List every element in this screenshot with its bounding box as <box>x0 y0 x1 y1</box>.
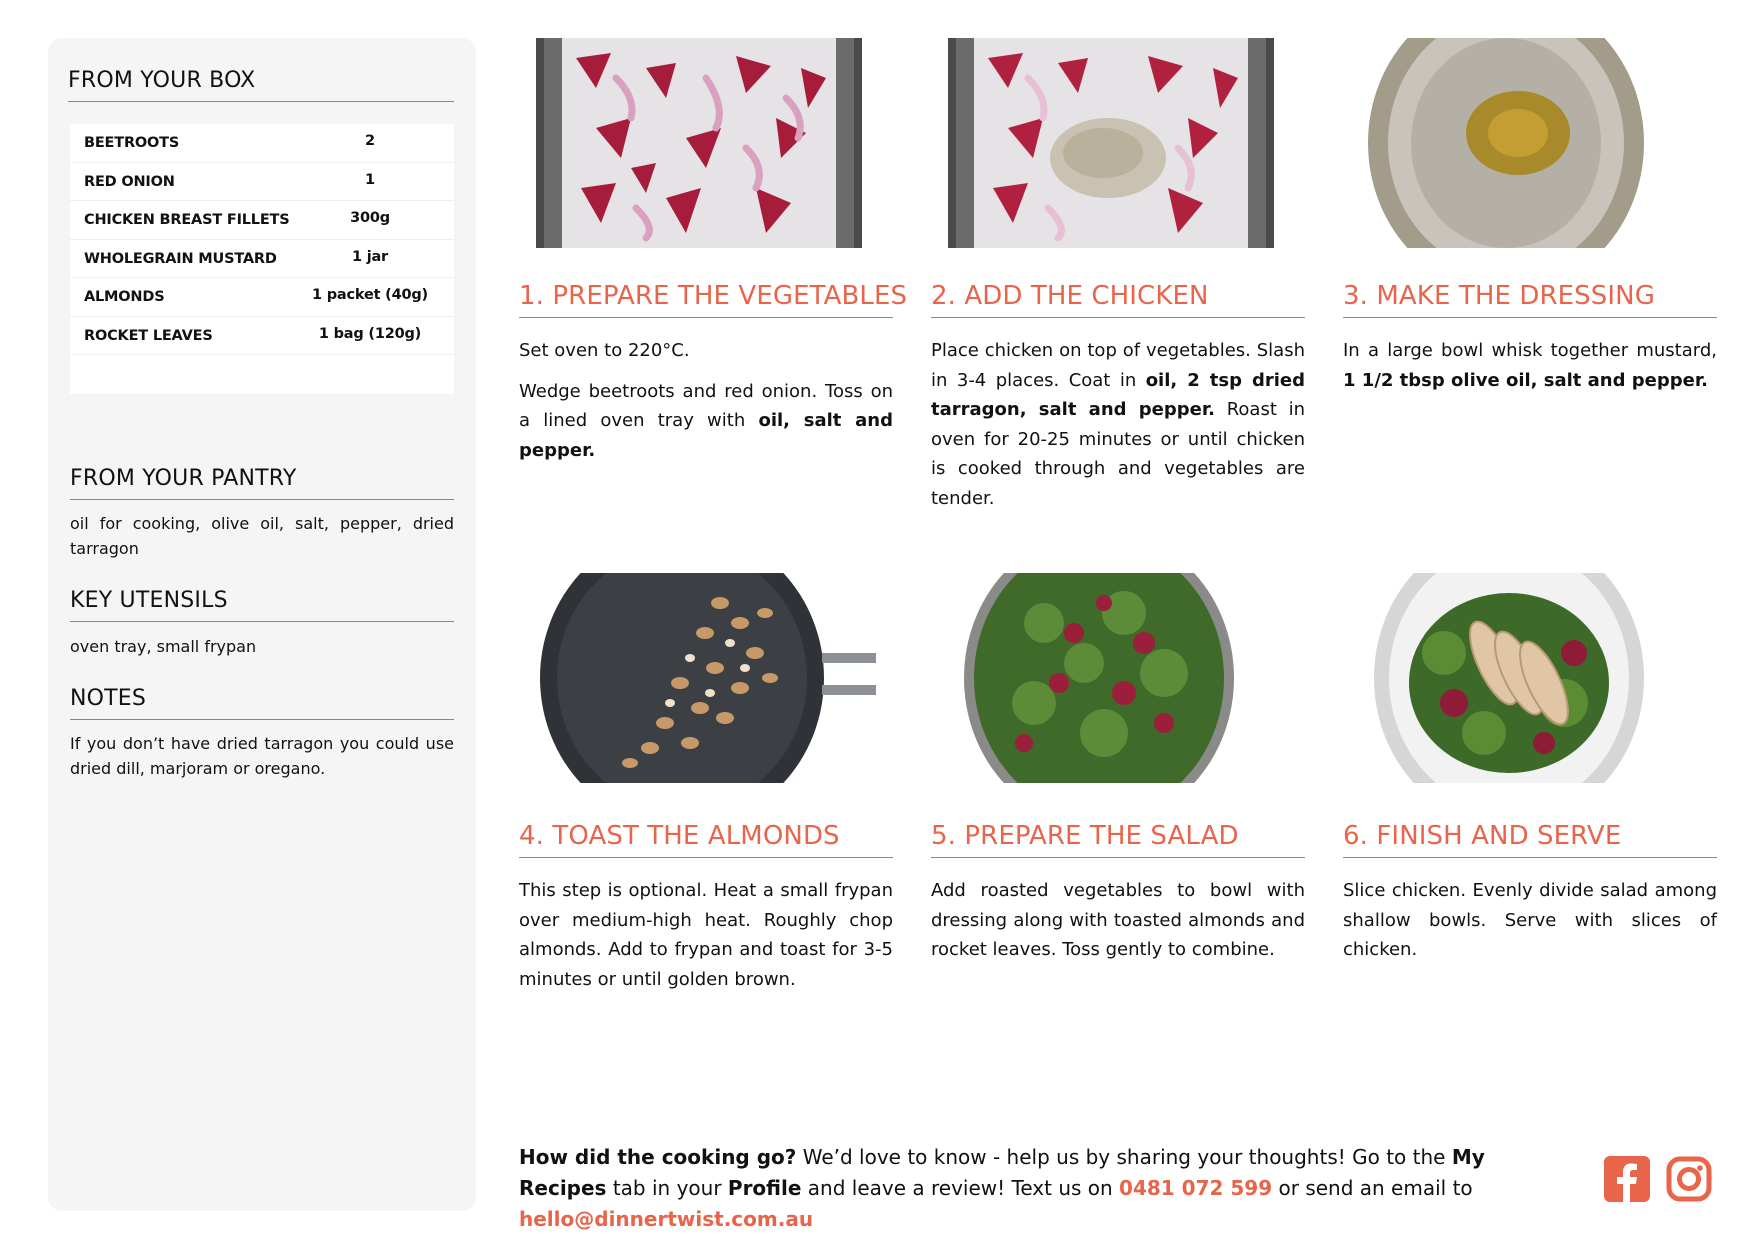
instagram-icon[interactable] <box>1666 1156 1712 1202</box>
pantry-text: oil for cooking, olive oil, salt, pepper, dried tarragon <box>70 514 454 558</box>
step-5-line-1: Add roasted vegetables to bowl with dressing along with toasted almonds and rocket leaves. Toss gently to combine. <box>931 880 1305 960</box>
feedback-footer <box>519 1142 1579 1235</box>
notes-heading: NOTES <box>70 686 454 720</box>
ingredients-sidebar <box>48 38 476 1211</box>
step-2-text-part: Roast in oven for 20-25 minutes or until chicken is cooked through and vegetables are tender. <box>931 399 1305 509</box>
roasting-tray-chicken-photo <box>948 38 1274 248</box>
my-recipes-label: My Recipes <box>519 1145 1485 1200</box>
table-row <box>70 240 454 279</box>
step-5-text <box>931 876 1305 976</box>
profile-label: Profile <box>727 1176 802 1200</box>
ingredient-name: WHOLEGRAIN MUSTARD <box>84 250 277 267</box>
email-link[interactable]: hello@dinnertwist.com.au <box>519 1207 814 1231</box>
ingredient-qty: 2 <box>365 133 375 149</box>
salad-bowl-photo <box>964 573 1234 783</box>
footer-question: How did the cooking go? <box>519 1145 797 1169</box>
step-3-bold-ingredients: 1 1/2 tbsp olive oil, salt and pepper. <box>1343 369 1708 391</box>
ingredient-name: BEETROOTS <box>84 135 180 151</box>
table-row <box>70 124 454 163</box>
step-2-title: 2. ADD THE CHICKEN <box>931 281 1305 318</box>
notes-text: If you don’t have dried tarragon you could use dried dill, marjoram or oregano. <box>70 734 454 778</box>
ingredient-name: CHICKEN BREAST FILLETS <box>84 212 290 228</box>
step-2-line-1 <box>931 336 1305 513</box>
step-3-text <box>1343 336 1717 406</box>
step-5-title: 5. PREPARE THE SALAD <box>931 821 1305 858</box>
table-row <box>70 201 454 240</box>
step-2-text-part: Place chicken on top of vegetables. Slash in 3-4 places. Coat in <box>931 340 1305 391</box>
ingredient-name: ALMONDS <box>84 289 165 305</box>
footer-text: We’d love to know - help us by sharing your thoughts! Go to the <box>796 1145 1452 1169</box>
step-3-line-1 <box>1343 336 1717 395</box>
step-1-text-part: Wedge beetroots and red onion. Toss on a lined oven tray with <box>519 380 893 431</box>
step-1-text <box>519 336 893 476</box>
frypan-almonds-photo <box>540 573 876 783</box>
utensils-text: oven tray, small frypan <box>70 637 257 656</box>
step-6-text <box>1343 876 1717 976</box>
ingredient-qty: 1 <box>365 171 375 188</box>
pantry-heading: FROM YOUR PANTRY <box>70 466 454 500</box>
table-row <box>70 317 454 356</box>
step-1-bold-ingredients: oil, salt and pepper. <box>519 410 893 461</box>
step-1-title: 1. PREPARE THE VEGETABLES <box>519 281 893 318</box>
ingredient-qty: 1 jar <box>351 248 389 265</box>
footer-text: and leave a review! Text us on <box>801 1176 1120 1200</box>
ingredient-name: RED ONION <box>84 173 175 190</box>
table-row <box>70 278 454 317</box>
step-4-text <box>519 876 893 1005</box>
roasting-tray-vegetables-photo <box>536 38 862 248</box>
ingredient-name: ROCKET LEAVES <box>84 327 213 344</box>
step-2-bold-ingredients: oil, 2 tsp dried tarragon, salt and pepper. <box>931 369 1305 420</box>
ingredient-qty: 1 bag (120g) <box>318 325 422 342</box>
step-2-text <box>931 336 1305 524</box>
utensils-heading: KEY UTENSILS <box>70 588 454 622</box>
phone-link[interactable]: 0481 072 599 <box>1119 1176 1273 1200</box>
step-6-line-1: Slice chicken. Evenly divide salad among shallow bowls. Serve with slices of chicken. <box>1343 880 1717 960</box>
step-6-title: 6. FINISH AND SERVE <box>1343 821 1717 858</box>
box-heading: FROM YOUR BOX <box>68 68 454 102</box>
ingredient-qty: 1 packet (40g) <box>312 287 428 303</box>
step-1-line-2 <box>519 377 893 466</box>
served-plate-photo <box>1374 573 1644 783</box>
footer-text: tab in your <box>606 1176 728 1200</box>
step-1-line-1: Set oven to 220°C. <box>519 340 690 361</box>
ingredient-qty: 300g <box>350 210 390 226</box>
step-3-title: 3. MAKE THE DRESSING <box>1343 281 1717 318</box>
dressing-bowl-photo <box>1368 38 1644 248</box>
facebook-icon[interactable] <box>1604 1156 1650 1202</box>
table-row <box>70 163 454 202</box>
step-4-line-1: This step is optional. Heat a small frypan over medium-high heat. Roughly chop almonds. Add to frypan and toast for 3-5 minutes or until golden brown. <box>519 880 893 990</box>
step-4-title: 4. TOAST THE ALMONDS <box>519 821 893 858</box>
ingredients-table <box>70 124 454 394</box>
footer-text: or send an email to <box>1272 1176 1473 1200</box>
step-3-text-part: In a large bowl whisk together mustard, <box>1343 340 1717 361</box>
